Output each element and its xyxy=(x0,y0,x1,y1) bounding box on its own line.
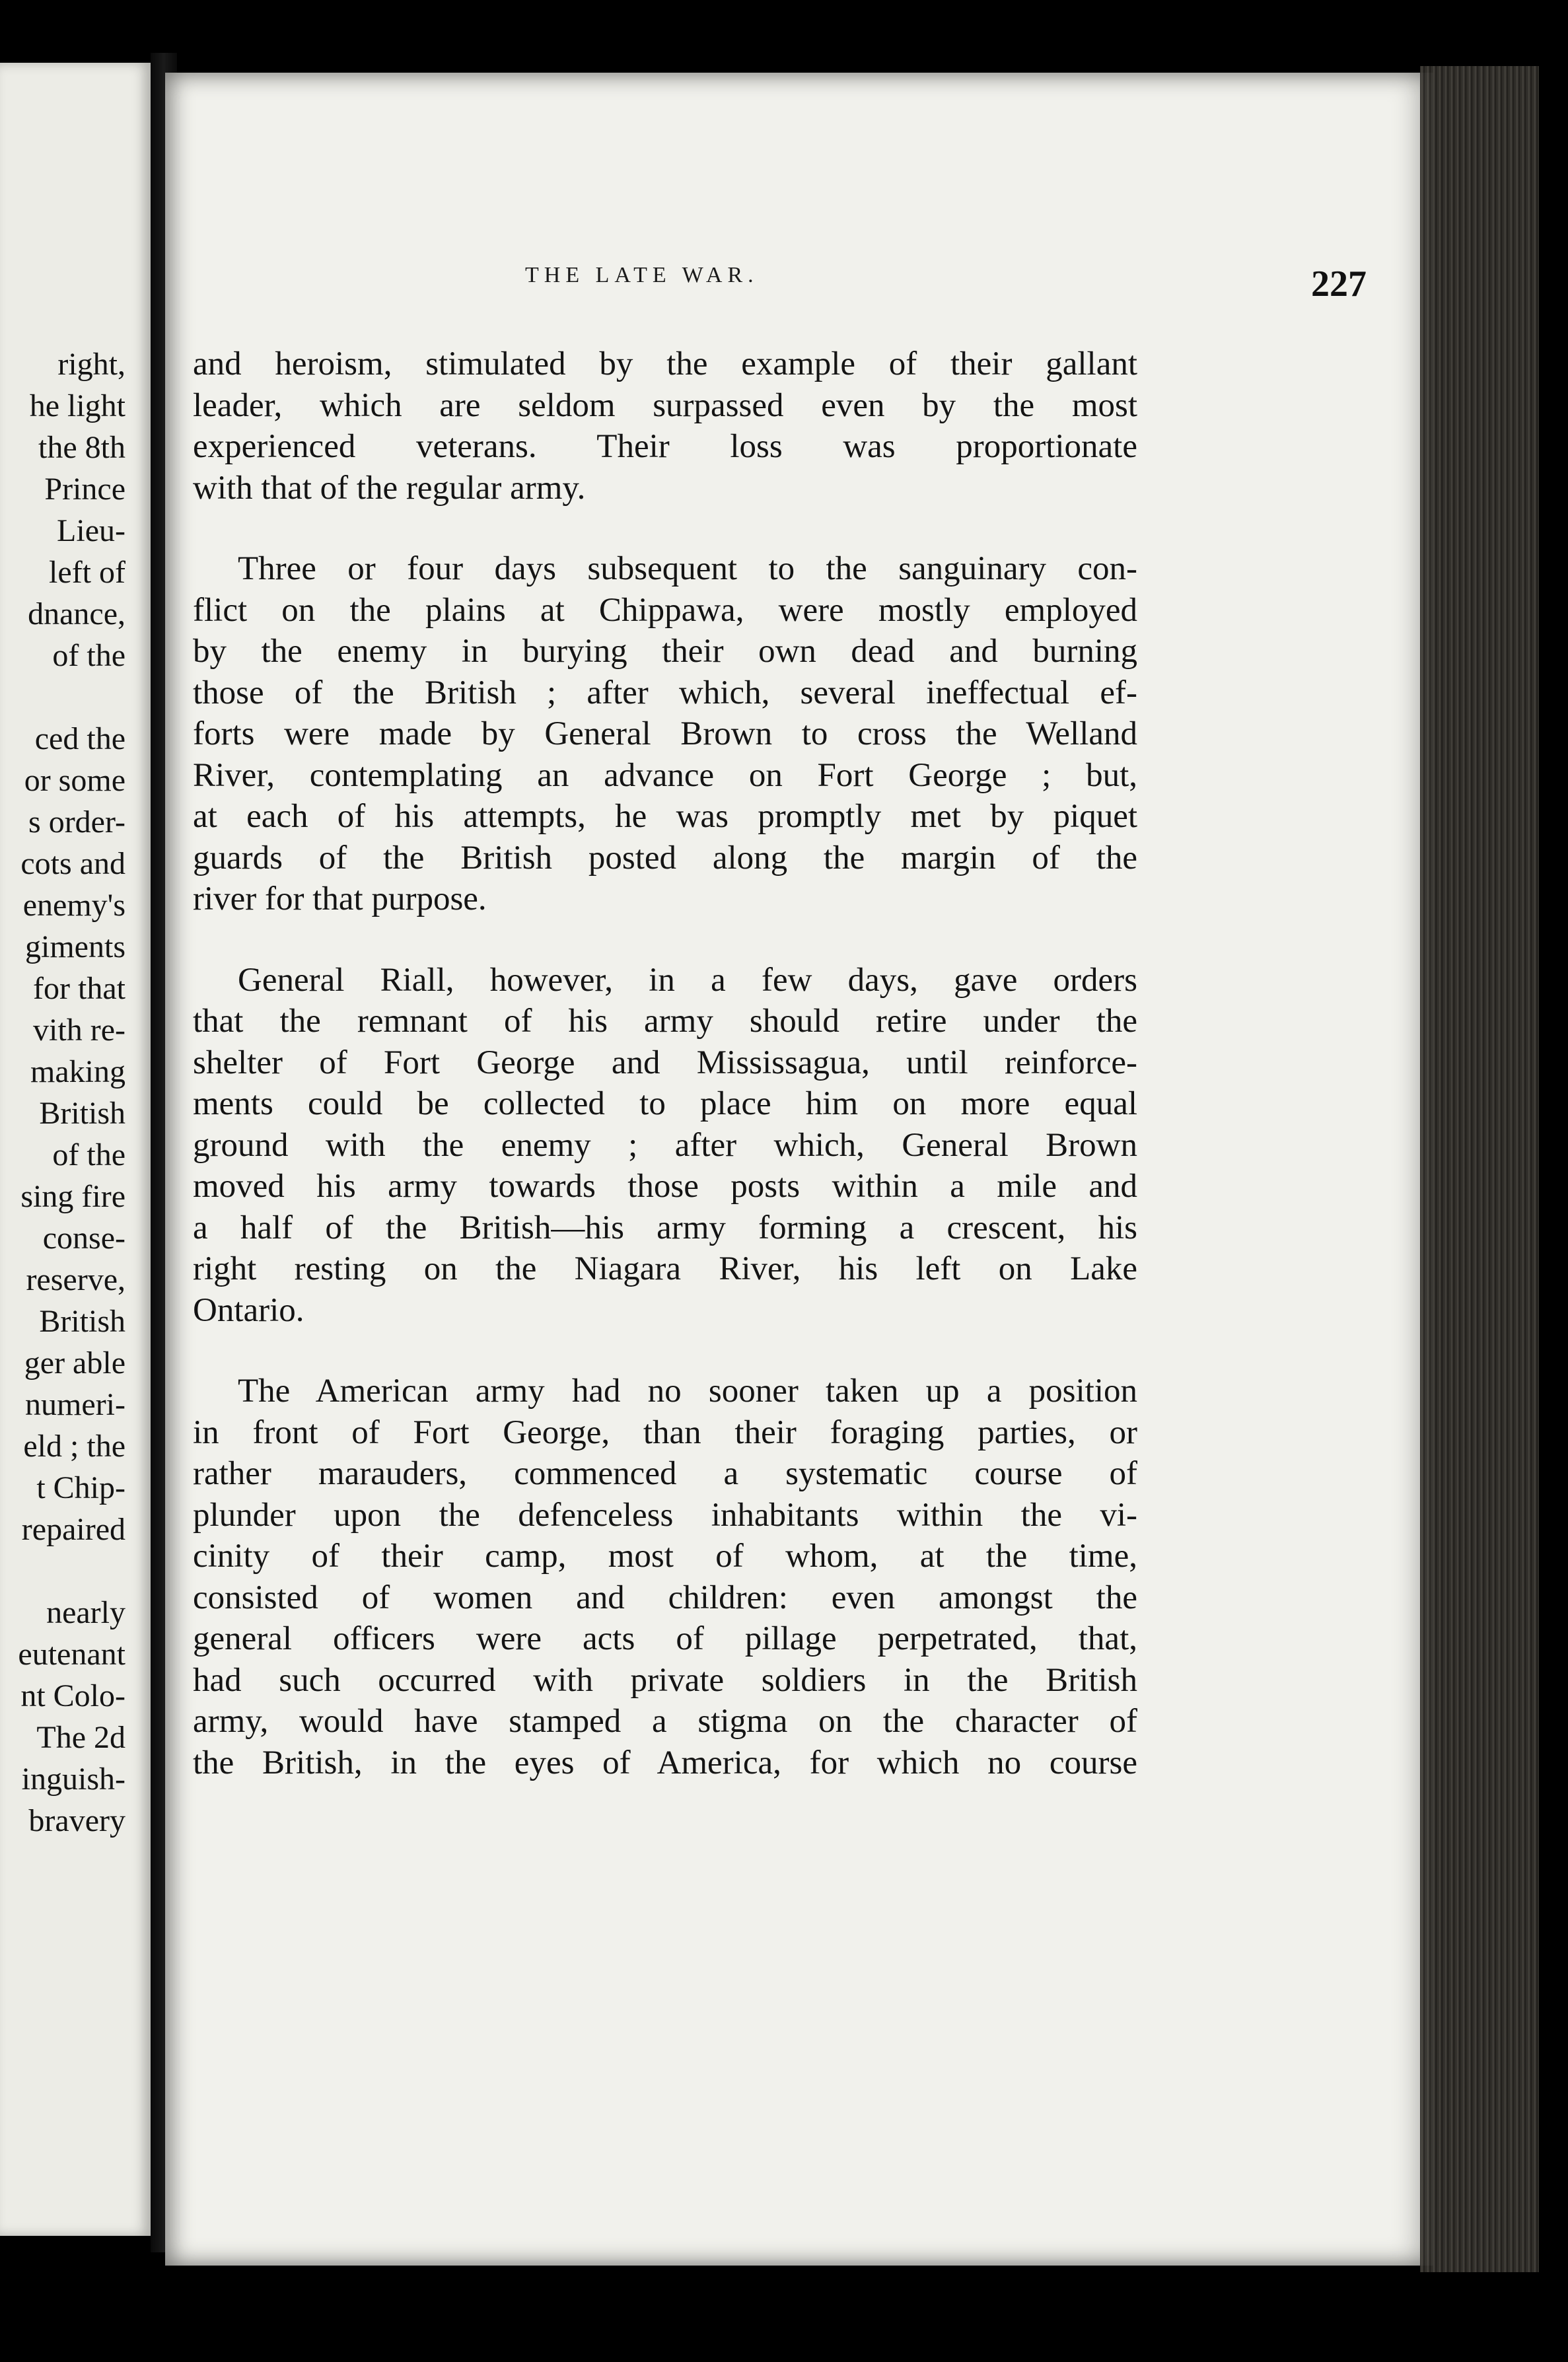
facing-line: reserve, xyxy=(26,1262,125,1297)
facing-line: of the xyxy=(52,1137,125,1172)
facing-line xyxy=(18,1550,125,1592)
text-line: Three or four days subsequent to the sanguinary con- xyxy=(238,550,1137,587)
facing-line: British xyxy=(39,1304,125,1339)
text-line: that the remnant of his army should retire under the xyxy=(193,1003,1137,1040)
text-line: with that of the regular army. xyxy=(193,469,586,507)
facing-line: enemy's xyxy=(22,888,125,923)
text-line: right resting on the Niagara River, his left on Lake xyxy=(193,1250,1137,1287)
paragraph xyxy=(193,1371,1137,1783)
text-line: River, contemplating an advance on Fort George ; but, xyxy=(193,756,1137,794)
text-line: Ontario. xyxy=(193,1291,304,1329)
text-line: at each of his attempts, he was promptly met by piquet xyxy=(193,798,1137,835)
facing-page-text xyxy=(18,343,125,1842)
paragraph xyxy=(193,960,1137,1332)
text-line: cinity of their camp, most of whom, at the time, xyxy=(193,1538,1137,1575)
paragraph xyxy=(193,343,1137,509)
facing-line: Lieu- xyxy=(57,513,125,548)
text-line: experienced veterans. Their loss was proportionate xyxy=(193,428,1137,465)
text-line: by the enemy in burying their own dead and burning xyxy=(193,633,1137,670)
text-line: leader, which are seldom surpassed even by the most xyxy=(193,386,1137,424)
facing-line: t Chip- xyxy=(36,1470,125,1505)
facing-line: giments xyxy=(25,929,125,964)
facing-line: Prince xyxy=(44,472,125,507)
facing-line: the 8th xyxy=(38,430,125,465)
text-line: the British, in the eyes of America, for which no course xyxy=(193,1744,1137,1781)
facing-line: ger able xyxy=(24,1345,125,1380)
facing-line: of the xyxy=(52,638,125,673)
text-line: plunder upon the defenceless inhabitants within the vi- xyxy=(193,1496,1137,1534)
facing-line: left of xyxy=(49,555,125,590)
facing-line: s order- xyxy=(28,805,125,840)
facing-line: inguish- xyxy=(21,1762,125,1797)
facing-line: British xyxy=(39,1096,125,1131)
facing-line: making xyxy=(30,1054,125,1089)
text-line: army, would have stamped a stigma on the character of xyxy=(193,1703,1137,1740)
facing-line: The 2d xyxy=(36,1720,125,1755)
facing-line: conse- xyxy=(42,1221,125,1256)
facing-line: numeri- xyxy=(25,1387,125,1422)
text-line: general officers were acts of pillage perpetrated, that, xyxy=(193,1620,1137,1657)
page-fore-edge xyxy=(1420,66,1539,2272)
facing-line: nt Colo- xyxy=(20,1678,125,1713)
text-line: and heroism, stimulated by the example of their gallant xyxy=(193,345,1137,382)
page-number: 227 xyxy=(1311,264,1367,304)
facing-line: he light xyxy=(29,388,125,423)
facing-line: sing fire xyxy=(20,1179,125,1214)
text-line: a half of the British—his army forming a crescent, his xyxy=(193,1209,1137,1246)
text-line: consisted of women and children: even amongst the xyxy=(193,1579,1137,1616)
facing-line: vith re- xyxy=(33,1013,125,1048)
text-line: ground with the enemy ; after which, General Brown xyxy=(193,1126,1137,1164)
facing-line: right, xyxy=(57,347,125,382)
body-text xyxy=(193,343,1137,1783)
facing-line: cots and xyxy=(20,846,125,881)
facing-line: or some xyxy=(24,763,125,798)
facing-line: eld ; the xyxy=(23,1429,125,1464)
text-line: General Riall, however, in a few days, gave orders xyxy=(238,961,1137,999)
facing-line: eutenant xyxy=(18,1637,125,1672)
text-line: ments could be collected to place him on more equal xyxy=(193,1085,1137,1122)
text-line: had such occurred with private soldiers in the British xyxy=(193,1661,1137,1699)
facing-line: repaired xyxy=(21,1512,125,1547)
text-line: flict on the plains at Chippawa, were mostly employed xyxy=(193,591,1137,629)
text-line: shelter of Fort George and Mississagua, until reinforce- xyxy=(193,1044,1137,1081)
facing-page-fragment xyxy=(0,63,151,2236)
facing-line xyxy=(18,676,125,718)
text-line: in front of Fort George, than their foraging parties, or xyxy=(193,1414,1137,1451)
facing-line: ced the xyxy=(34,721,125,756)
text-line: rather marauders, commenced a systematic course of xyxy=(193,1455,1137,1492)
facing-line: nearly xyxy=(46,1595,125,1630)
text-line: guards of the British posted along the margin of the xyxy=(193,839,1137,877)
text-line: moved his army towards those posts within a mile and xyxy=(193,1168,1137,1205)
facing-line: dnance, xyxy=(28,596,125,631)
text-line: The American army had no sooner taken up a position xyxy=(238,1373,1137,1410)
running-head: THE LATE WAR. xyxy=(525,263,759,287)
text-line: those of the British ; after which, several ineffectual ef- xyxy=(193,674,1137,711)
text-line: forts were made by General Brown to cross the Welland xyxy=(193,715,1137,752)
facing-line: for that xyxy=(33,971,125,1006)
text-line: river for that purpose. xyxy=(193,880,487,917)
facing-line: bravery xyxy=(28,1803,125,1838)
paragraph xyxy=(193,548,1137,920)
